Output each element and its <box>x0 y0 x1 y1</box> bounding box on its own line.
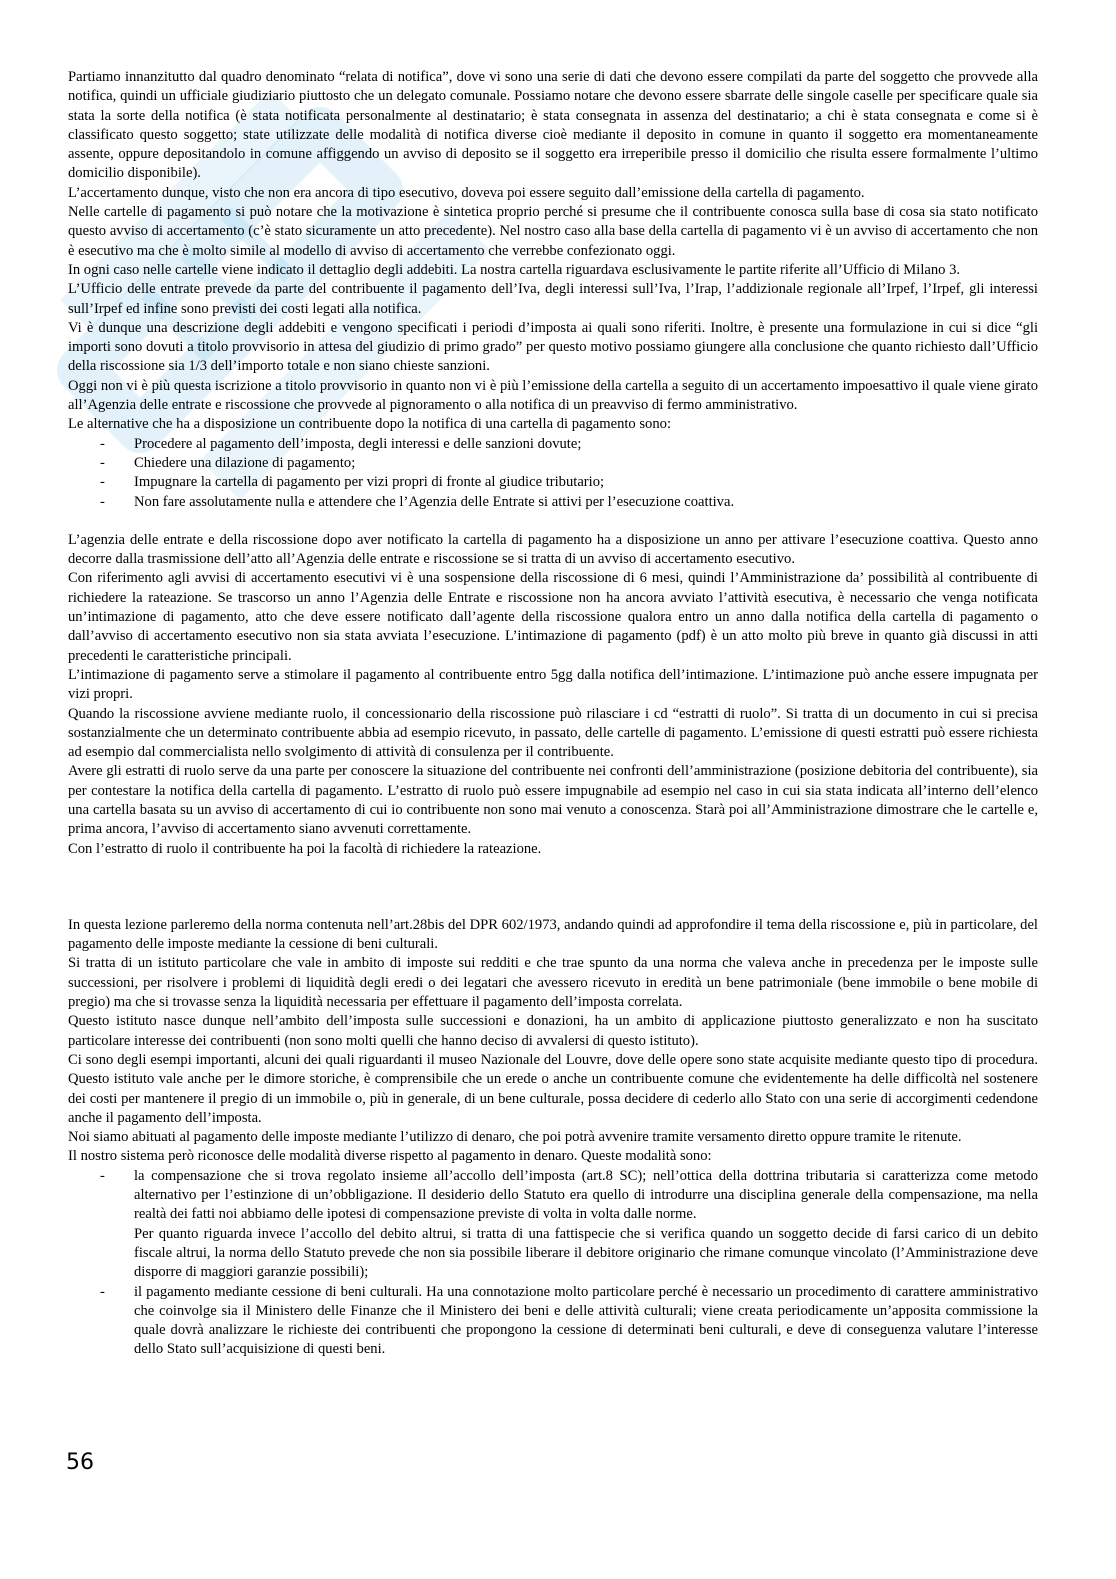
paragraph: Partiamo innanzitutto dal quadro denominato “relata di notifica”, dove vi sono una serie di dati che devono essere compilati da parte del soggetto che provvede alla notifica, quindi un ufficiale giudiziario piuttosto che un delegato comunale. Possiamo notare che devono essere sbarrate delle singole caselle per specificare quale sia stata la sorte della notifica (è stata notificata personalmente al destinatario; è stata consegnata in assenza del destinatario; a chi è stata consegnata e come si è classificato questo soggetto; state utilizzate delle modalità di notifica diverse cioè mediante il deposito in comune in quanto il soggetto era momentaneamente assente, oppure depositandolo in comune affiggendo un avviso di deposito se il soggetto era irreperibile presso il domicilio che risulta essere formalmente l’ultimo domicilio disponibile). <box>68 69 1038 182</box>
list-item: - Non fare assolutamente nulla e attendere che l’Agenzia delle Entrate si attivi per l’esecuzione coattiva. <box>68 493 1038 512</box>
paragraph: Il nostro sistema però riconosce delle modalità diverse rispetto al pagamento in denaro. Queste modalità sono: <box>68 1148 712 1165</box>
paragraph: Nelle cartelle di pagamento si può notare che la motivazione è sintetica proprio perché si presume che il contribuente conosca sulla base di cosa sia stato notificato questo avviso di accertamento (c’è stato sicuramente un atto precedente). Nel nostro caso alla base della cartella di pagamento vi è un avviso di accertamento che non è esecutivo ma che è molto simile al modello di avviso di accertamento che verrebbe confezionato oggi. <box>68 204 1038 259</box>
paragraph: Ci sono degli esempi importanti, alcuni dei quali riguardanti il museo Nazionale del Louvre, dove delle opere sono state acquisite mediante questo tipo di procedura. Questo istituto vale anche per le dimore storiche, è comprensibile che un erede o anche un contribuente comune che evidentemente ha delle difficoltà nel sostenere dei costi per mantenere il pregio di un immobile o, più in generale, di un bene culturale, possa decidere di cederlo allo Stato con una serie di accorgimenti cedendone anche il pagamento dell’imposta. <box>68 1051 1038 1126</box>
paragraph: Avere gli estratti di ruolo serve da una parte per conoscere la situazione del contribuente nei confronti dell’amministrazione (posizione debitoria del contribuente), sia per contestare la notifica della cartella di pagamento. L’estratto di ruolo può essere impugnabile ad esempio nel caso in cui sia stata indicata all’interno dell’elenco una cartella basata su un avviso di accertamento di cui io contribuente non sono mai venuto a conoscenza. Starà poi all’Amministrazione dimostrare che le cartelle e, prima ancora, l’avviso di accertamento siano avvenuti correttamente. <box>68 763 1038 838</box>
list-item: - Procedere al pagamento dell’imposta, degli interessi e delle sanzioni dovute; <box>68 435 1038 454</box>
paragraph: Con riferimento agli avvisi di accertamento esecutivi vi è una sospensione della riscossione di 6 mesi, quindi l’Amministrazione da’ possibilità al contribuente di richiedere la rateazione. Se trascorso un anno l’Agenzia delle Entrate e riscossione non ha ancora avviato l’attività esecutiva, è necessario che venga notificata un’intimazione di pagamento, atto che deve essere notificato dall’agente della riscossione qualora entro un anno dalla notifica della cartella di pagamento o dall’avviso di accertamento esecutivo non sia stata avviata l’esecuzione. L’intimazione di pagamento (pdf) è un atto molto più breve in quanto già discussi in atti precedenti le caratteristiche principali. <box>68 570 1038 664</box>
bullet: - <box>100 474 105 491</box>
section-beni-culturali <box>68 916 1038 1360</box>
paragraph: L’accertamento dunque, visto che non era ancora di tipo esecutivo, doveva poi essere seguito dall’emissione della cartella di pagamento. <box>68 184 865 201</box>
payment-modes-list <box>68 1167 1038 1360</box>
paragraph: Con l’estratto di ruolo il contribuente ha poi la facoltà di richiedere la rateazione. <box>68 840 542 857</box>
bullet: - <box>100 1167 105 1184</box>
paragraph: Vi è dunque una descrizione degli addebiti e vengono specificati i periodi d’imposta ai quali sono riferiti. Inoltre, è presente una formulazione in cui si dice “gli importi sono dovuti a titolo provvisorio in attesa del giudizio di primo grado” per questo motivo possiamo giungere alla conclusione che quanto richiesto dall’Ufficio della riscossione sia 1/3 dell’importo totale e non siano chieste sanzioni. <box>68 319 1038 375</box>
paragraph: Noi siamo abituati al pagamento delle imposte mediante l’utilizzo di denaro, che poi potrà avvenire tramite versamento diretto oppure tramite le ritenute. <box>68 1129 962 1146</box>
bullet: - <box>100 435 105 452</box>
paragraph: L’intimazione di pagamento serve a stimolare il pagamento al contribuente entro 5gg dalla notifica dell’intimazione. L’intimazione può anche essere impugnata per vizi propri. <box>68 666 1038 703</box>
paragraph: In questa lezione parleremo della norma contenuta nell’art.28bis del DPR 602/1973, andando quindi ad approfondire il tema della riscossione e, più in particolare, del pagamento delle imposte mediante la cessione di beni culturali. <box>68 916 1038 953</box>
paragraph: L’agenzia delle entrate e della riscossione dopo aver notificato la cartella di pagamento ha a disposizione un anno per attivare l’esecuzione coattiva. Questo anno decorre dalla trasmissione dell’atto all’Agenzia delle entrate e riscossione se si tratta di un avviso di accertamento esecutivo. <box>68 531 1038 568</box>
bullet: - <box>100 493 105 510</box>
paragraph: L’Ufficio delle entrate prevede da parte del contribuente il pagamento dell’Iva, degli interessi sull’Iva, l’Irap, l’addizionale regionale all’Irpef, l’Irpef, gli interessi sull’Irpef ed infine sono previsti dei costi legati alla notifica. <box>68 281 1038 317</box>
bullet: - <box>100 454 105 471</box>
paragraph: In ogni caso nelle cartelle viene indicato il dettaglio degli addebiti. La nostra cartella riguardava esclusivamente le partite riferite all’Ufficio di Milano 3. <box>68 261 961 278</box>
paragraph: Si tratta di un istituto particolare che vale in ambito di imposte sui redditi e che trae spunto da una norma che valeva anche in precedenza per le imposte sulle successioni, per risolvere i problemi di liquidità degli eredi o dei legatari che avessero ricevuto in eredità un bene patrimoniale (bene immobile o bene mobile di pregio) ma che si trovasse senza la liquidità necessaria per effettuare il pagamento dell’imposta correlata. <box>68 955 1038 1011</box>
alternatives-list <box>68 435 1038 512</box>
paragraph: Quando la riscossione avviene mediante ruolo, il concessionario della riscossione può rilasciare i cd “estratti di ruolo”. Si tratta di un documento in cui si precisa sostanzialmente che un determinato contribuente abbia ad esempio ricevuto, in passato, delle cartelle di pagamento. L’emissione di questi estratti può essere richiesta ad esempio dal commercialista nello svolgimento di attività di consulenza per il contribuente. <box>68 705 1038 761</box>
list-item: - Impugnare la cartella di pagamento per vizi propri di fronte al giudice tributario; <box>68 473 1038 492</box>
list-item: - Chiedere una dilazione di pagamento; <box>68 454 1038 473</box>
paragraph: Le alternative che ha a disposizione un contribuente dopo la notifica di una cartella di pagamento sono: <box>68 416 671 433</box>
paragraph: Questo istituto nasce dunque nell’ambito dell’imposta sulle successioni e donazioni, ha un ambito di applicazione piuttosto generalizzato e non ha suscitato particolare interesse dei contribuenti (non sono molti quelli che hanno deciso di avvalersi di questo istituto). <box>68 1013 1038 1049</box>
section-riscossione <box>68 531 1038 859</box>
paragraph: Oggi non vi è più questa iscrizione a titolo provvisorio in quanto non vi è più l’emissione della cartella a seguito di un accertamento impoesattivo il quale viene girato all’Agenzia delle entrate e riscossione che provvede al pignoramento o alla notifica di un preavviso di fermo amministrativo. <box>68 377 1038 414</box>
list-item-continuation: Per quanto riguarda invece l’accollo del debito altrui, si tratta di una fattispecie che si verifica quando un soggetto decide di farsi carico di un debito fiscale altrui, la norma dello Statuto prevede che non sia possibile liberare il debitore originario che rimane comunque vincolato (l’Amministrazione deve disporre di maggiori garanzie possibili); <box>134 1225 1038 1281</box>
section-notifica <box>68 68 1038 512</box>
list-item: - la compensazione che si trova regolato insieme all’accollo dell’imposta (art.8 SC); nell’ottica della dottrina tributaria si caratterizza come metodo alternativo per l’estinzione di un’obbligazione. Il desiderio dello Statuto era quello di introdurre una disciplina generale della compensazione, ma nella realtà dei fatti noi abbiamo delle ipotesi di compensazione previste di volta in volta dalle norme. Per quanto riguarda invece l’accollo del debito altrui, si tratta di una fattispecie che si verifica quando un soggetto decide di farsi carico di un debito fiscale altrui, la norma dello Statuto prevede che non sia possibile liberare il debitore originario che rimane comunque vincolato (l’Amministrazione deve disporre di maggiori garanzie possibili); <box>68 1167 1038 1283</box>
bullet: - <box>100 1283 105 1300</box>
document-body <box>68 68 1038 1360</box>
page-number: 56 <box>66 1450 94 1475</box>
list-item: - il pagamento mediante cessione di beni culturali. Ha una connotazione molto particolare perché è necessario un procedimento di carattere amministrativo che coinvolge sia il Ministero delle Finanze che il Ministero dei beni e delle attività culturali; viene creata periodicamente un’apposita commissione la quale dovrà analizzare le richieste dei contribuenti che propongono la cessione di determinati beni culturali, e deve di conseguenza valutare l’interesse dello Stato sull’acquisizione di questi beni. <box>100 1283 1038 1358</box>
